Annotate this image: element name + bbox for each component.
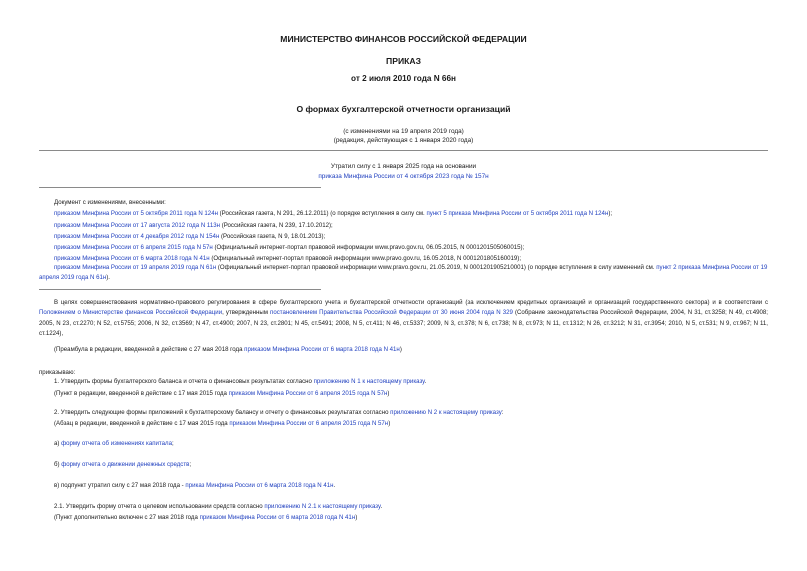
divider: [39, 150, 768, 151]
divider: [39, 289, 321, 290]
order-item-2-note: (Абзац в редакции, введенной в действие с 17 мая 2015 года приказом Минфина России от 6 апреля 2015 года N 57н): [54, 420, 391, 427]
order-item-text: 2. Утвердить следующие формы приложений к бухгалтерскому балансу и отчету о финансовых результатах согласно: [54, 409, 389, 416]
order-item-text: 1. Утвердить формы бухгалтерского баланса и отчета о финансовых результатах согласно: [54, 378, 312, 385]
orders-intro: приказываю:: [39, 369, 76, 376]
subitem-prefix: б): [54, 461, 60, 468]
changes-item-text: (Российская газета, N 239, 17.10.2012);: [220, 222, 333, 229]
changes-item-link[interactable]: приказом Минфина России от 19 апреля 2019 года N 61н: [54, 264, 217, 271]
changes-item: [39, 263, 768, 284]
order-item-text: 2.1. Утвердить форму отчета о целевом использовании средств согласно: [54, 503, 263, 510]
changes-item-text: (Официальный интернет-портал правовой информации www.pravo.gov.ru, 16.05.2018, N 0001201805160019);: [209, 255, 522, 262]
order-item-1: 1. Утвердить формы бухгалтерского баланса и отчета о финансовых результатах согласно приложению N 1 к настоящему приказу.: [54, 378, 427, 385]
subitem-a: а) форму отчета об изменениях капитала;: [54, 440, 174, 447]
changes-item: [54, 210, 612, 217]
divider: [39, 187, 321, 188]
changes-item-text: (Российская газета, N 291, 26.12.2011) (о порядке вступления в силу см.: [217, 210, 425, 217]
void-note-text: Утратил силу с 1 января 2025 года на основании: [330, 163, 477, 170]
amended-note: (с изменениями на 19 апреля 2019 года): [343, 128, 464, 135]
changes-heading: Документ с изменениями, внесенными:: [54, 199, 166, 206]
order-item-2-1-note: (Пункт дополнительно включен с 27 мая 2018 года приказом Минфина России от 6 марта 2018 года N 41н): [54, 514, 358, 521]
doc-date: от 2 июля 2010 года N 66н: [351, 74, 456, 83]
changes-item-link[interactable]: приказом Минфина России от 5 октября 2011 года N 124н: [54, 210, 218, 217]
changes-item: [54, 244, 524, 251]
changes-item-text: (Российская газета, N 9, 18.01.2013);: [219, 233, 326, 240]
changes-item-link-2[interactable]: пункт 2 приказа Минфина России от 19 апреля 2019 года N 61н: [39, 264, 768, 282]
preamble-text: В целях совершенствования нормативно-правового регулирования в сфере бухгалтерского учета и бухгалтерской отчетности организаций (за исключением кредитных организаций и организаций государственного сектора) и в соответствии с: [54, 299, 768, 306]
changes-item-link[interactable]: приказом Минфина России от 6 апреля 2015 года N 57н: [54, 244, 213, 251]
changes-item: [54, 233, 325, 240]
void-note-link[interactable]: приказа Минфина России от 4 октября 2023 года № 157н: [318, 173, 489, 180]
preamble-paragraph: В целях совершенствования нормативно-правового регулирования в сфере бухгалтерского учета и бухгалтерской отчетности организаций (за исключением кредитных организаций и организаций государственного сектора) и в соответствии с Положением о Министерстве финансов Российской Федерации, утвержденным постановлением Правительства Российской Федерации от 30 июня 2004 года N 329 (Собрание законодательства Российской Федерации, 2004, N 31, ст.3258; N 49, ст.4908; 2005, N 23, ст.2270; N 52, ст.5755; 2006, N 32, ст.3569; N 47, ст.4900; 2007, N 23, ст.2801; N 45, ст.5491; 2008, N 5, ст.411; N 46, ст.5337; 2009, N 3, ст.378; N 6, ст.738; N 8, ст.973; N 11, ст.1312; N 26, ст.3212; N 31, ст.3954; 2010, N 5, ст.531; N 9, ст.967; N 11, ст.1224),: [39, 299, 768, 338]
void-note-link-line: [0, 173, 807, 180]
order-note-text: (Пункт дополнительно включен с 27 мая 2018 года: [54, 514, 198, 521]
order-item-1-note: (Пункт в редакции, введенной в действие с 17 мая 2015 года приказом Минфина России от 6 апреля 2015 года N 57н): [54, 390, 390, 397]
preamble-note-link[interactable]: приказом Минфина России от 6 марта 2018 года N 41н: [244, 346, 400, 353]
cash-flow-form-link[interactable]: форму отчета о движении денежных средств: [61, 461, 190, 468]
subitem-prefix: а): [54, 440, 60, 447]
preamble-text: утвержденным: [225, 309, 268, 317]
order-note-link[interactable]: приказом Минфина России от 6 марта 2018 года N 41н: [199, 514, 356, 521]
subitem-text: в) подпункт утратил силу с 27 мая 2018 года -: [54, 482, 184, 489]
order-note-link[interactable]: приказом Минфина России от 6 апреля 2015 года N 57н: [228, 390, 388, 397]
preamble-text: (Собрание законодательства Российской Федерации, 2004, N 31, ст.3258; N 49, ст.4908; 2005, N 23, ст.2270; N 52, ст.5755; 2006, N 32, ст.3569; N 47, ст.4900; 2007, N 23, ст.2801; N 45, ст.5491; 2008, N 5, ст.411; N 46, ст.5337; 2009, N 3, ст.378; N 6, ст.738; N 8, ст.973; N 11, ст.1312; N 26, ст.3212; N 31, ст.3954; 2010, N 5, ст.531; N 9, ст.967; N 11, ст.1224),: [39, 309, 768, 338]
page-title: О формах бухгалтерской отчетности организаций: [296, 104, 511, 114]
order-note-link[interactable]: приказом Минфина России от 6 апреля 2015 года N 57н: [229, 420, 389, 427]
changes-item-link[interactable]: приказом Минфина России от 4 декабря 2012 года N 154н: [54, 233, 220, 240]
changes-item-link-2[interactable]: пункт 5 приказа Минфина России от 5 октября 2011 года N 124н: [426, 210, 609, 217]
changes-item-text-2: );: [608, 210, 613, 217]
order-note-text: (Пункт в редакции, введенной в действие с 17 мая 2015 года: [54, 390, 227, 397]
doc-type-heading: ПРИКАЗ: [386, 56, 421, 66]
changes-item-link[interactable]: приказом Минфина России от 6 марта 2018 года N 41н: [54, 255, 210, 262]
appendix-2-link[interactable]: приложению N 2 к настоящему приказу: [390, 409, 502, 416]
changes-item: [54, 255, 521, 262]
changes-item: [54, 222, 333, 229]
edition-note: (редакция, действующая с 1 января 2020 года): [333, 137, 474, 144]
subitem-b: б) форму отчета о движении денежных средств;: [54, 461, 192, 468]
ministry-heading: МИНИСТЕРСТВО ФИНАНСОВ РОССИЙСКОЙ ФЕДЕРАЦИИ: [280, 34, 527, 44]
changes-item-text-2: ).: [106, 274, 111, 282]
capital-changes-form-link[interactable]: форму отчета об изменениях капитала: [61, 440, 172, 447]
order-item-2: 2. Утвердить следующие формы приложений к бухгалтерскому балансу и отчету о финансовых результатах согласно приложению N 2 к настоящему приказу:: [54, 409, 504, 416]
order-item-2-1: 2.1. Утвердить форму отчета о целевом использовании средств согласно приложению N 2.1 к настоящему приказу.: [54, 503, 383, 510]
preamble-note-end: ): [399, 346, 402, 353]
changes-item-text: (Официальный интернет-портал правовой информации www.pravo.gov.ru, 21.05.2019, N 0001201905210001) (о порядке вступления в силу изменений см.: [216, 264, 655, 271]
appendix-2-1-link[interactable]: приложению N 2.1 к настоящему приказу: [264, 503, 381, 510]
preamble-note-text: (Преамбула в редакции, введенной в действие с 27 мая 2018 года: [54, 346, 243, 353]
changes-item-text: (Официальный интернет-портал правовой информации www.pravo.gov.ru, 06.05.2015, N 0001201505060015);: [212, 244, 525, 251]
subitem-c-link[interactable]: приказ Минфина России от 6 марта 2018 года N 41н: [185, 482, 334, 489]
subitem-c: в) подпункт утратил силу с 27 мая 2018 года - приказ Минфина России от 6 марта 2018 года N 41н.: [54, 482, 336, 489]
order-note-text: (Абзац в редакции, введенной в действие с 17 мая 2015 года: [54, 420, 228, 427]
preamble-link-decree[interactable]: постановлением Правительства Российской Федерации от 30 июня 2004 года N 329: [270, 309, 513, 317]
preamble-link-regulation[interactable]: Положением о Министерстве финансов Российской Федерации: [39, 309, 223, 317]
appendix-1-link[interactable]: приложению N 1 к настоящему приказу: [313, 378, 425, 385]
preamble-note: [54, 346, 402, 353]
changes-item-link[interactable]: приказом Минфина России от 17 августа 2012 года N 113н: [54, 222, 220, 229]
